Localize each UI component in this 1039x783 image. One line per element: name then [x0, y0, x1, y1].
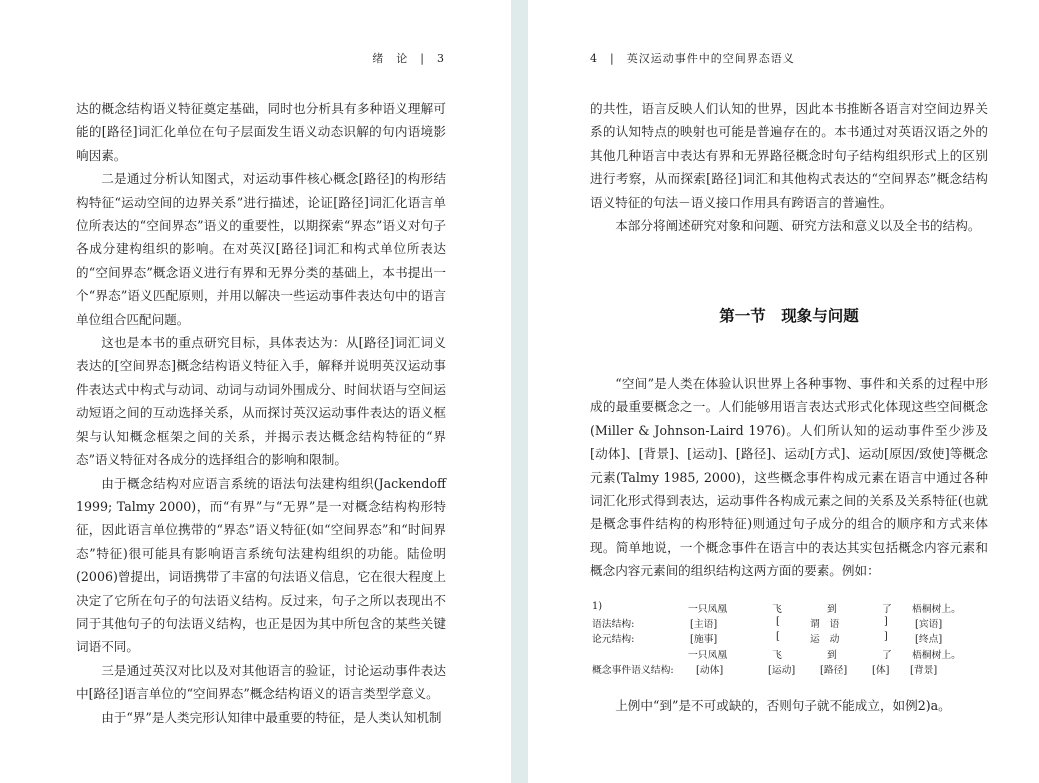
example-cell: [背景]	[910, 664, 938, 676]
example-cell: [路径]	[820, 664, 848, 676]
example-cell: 谓 语	[810, 619, 840, 631]
running-head: 绪 论 | 3	[372, 52, 445, 65]
example-label: 语法结构:	[592, 619, 635, 631]
example-cell: [	[776, 616, 780, 628]
example-cell: [施事]	[690, 634, 718, 646]
section-title: 第一节 现象与问题	[719, 307, 859, 325]
body-text	[590, 97, 988, 237]
example-cell: 飞	[772, 649, 782, 661]
example-row	[590, 601, 994, 616]
example-cell: ]	[884, 631, 888, 643]
paragraph: 三是通过英汉对比以及对其他语言的验证，讨论运动事件表达中[路径]语言单位的“空间界态”概念结构语义的语言类型学意义。	[76, 662, 446, 702]
example-row	[590, 616, 994, 631]
example-cell: 一只凤凰	[688, 649, 728, 661]
example-cell: 了	[882, 649, 892, 661]
example-cell: 到	[827, 649, 837, 661]
example-cell: 梧桐树上。	[912, 604, 961, 615]
example-cell: [宾语]	[915, 619, 943, 631]
paragraph: 的共性，语言反映人们认知的世界，因此本书推断各语言对空间边界关系的认知特点的映射也可能是普遍存在的。本书通过对英语汉语之外的其他几种语言中表达有界和无界路径概念时句子结构组织形式上的区别进行考察，从而探索[路径]词汇和其他构式表达的“空间界态”概念结构语义特征的句法－语义接口作用具有跨语言的普遍性。	[590, 101, 988, 210]
example-block	[590, 601, 994, 677]
example-cell: 飞	[772, 604, 782, 615]
example-cell: [动体]	[696, 664, 724, 676]
example-cell: 运 动	[810, 634, 840, 646]
right-page	[528, 0, 1039, 783]
example-cell: [运动]	[768, 664, 796, 676]
left-page	[0, 0, 511, 783]
example-row	[590, 662, 994, 677]
example-number: 1)	[592, 601, 603, 612]
paragraph: 本部分将阐述研究对象和问题、研究方法和意义以及全书的结构。	[615, 218, 981, 234]
example-cell: [	[776, 631, 780, 643]
paragraph: 这也是本书的重点研究目标，具体表达为：从[路径]词汇词义表达的[空间界态]概念结构语义特征入手，解释并说明英汉运动事件表达式中构式与动词、动词与动词外围成分、时间状语与空间运动短语之间的互动选择关系，从而探讨英汉运动事件表达的语义框架与认知概念框架之间的关系，并揭示表达概念结构特征的“界态”语义特征对各成分的选择组合的影响和限制。	[76, 335, 446, 468]
section-body-text	[590, 372, 988, 583]
example-row	[590, 647, 994, 662]
example-cell: 到	[827, 604, 837, 615]
paragraph: 二是通过分析认知图式，对运动事件核心概念[路径]的构形结构特征“运动空间的边界关系”进行描述，论证[路径]词汇化语言单位所表达的“空间界态”语义的重要性，以期探索“界态”语义对句子各成分建构组织的影响。在对英汉[路径]词汇和构式单位所表达的“空间界态”概念语义进行有界和无界分类的基础上，本书提出一个“界态”语义匹配原则，并用以解决一些运动事件表达句中的语言单位组合匹配问题。	[76, 171, 446, 327]
paragraph: 上例中“到”是不可或缺的，否则句子就不能成立，如例2)a。	[615, 698, 951, 713]
paragraph: 由于概念结构对应语言系统的语法句法建构组织(Jackendoff 1999; Talmy 2000)，而“有界”与“无界”是一对概念结构构形特征，因此语言单位携带的“界态”语义特征(如“空间界态”和“时间界态”特征)很可能具有影响语言系统句法建构组织的功能。陆俭明(2006)曾提出，词语携带了丰富的句法语义信息，它在很大程度上决定了它所在句子的句法语义结构。反过来，句子之所以表现出不同于其他句子的句法语义结构，也正是因为其中所包含的某些关键词语不同。	[76, 475, 446, 655]
running-head: 4 | 英汉运动事件中的空间界态语义	[590, 52, 795, 65]
example-cell: 梧桐树上。	[912, 649, 961, 661]
example-row	[590, 631, 994, 646]
example-cell: [体]	[872, 664, 890, 676]
paragraph: “空间”是人类在体验认识世界上各种事物、事件和关系的过程中形成的最重要概念之一。人们能够用语言表达式形式化体现这些空间概念(Miller & Johnson-Laird 1976)。人们所认知的运动事件至少涉及[动体]、[背景]、[运动]、[路径]、运动[方式]、运动[原因/致使]等概念元素(Talmy 1985, 2000)，这些概念事件构成元素在语言中通过各种词汇化形式得到表达，运动事件各构成元素之间的关系及关系特征(也就是概念事件结构的构形特征)则通过句子成分的组合的顺序和方式来体现。简单地说，一个概念事件在语言中的表达其实包括概念内容元素和概念内容元素间的组织结构这两方面的要素。例如：	[590, 376, 988, 579]
paragraph: 达的概念结构语义特征奠定基础，同时也分析具有多种语义理解可能的[路径]词汇化单位在句子层面发生语义动态识解的句内语境影响因素。	[76, 101, 446, 163]
body-text	[76, 97, 446, 729]
example-label: 概念事件语义结构:	[592, 664, 674, 676]
body-text	[590, 694, 988, 717]
example-label: 论元结构:	[592, 634, 635, 646]
example-cell: 一只凤凰	[688, 604, 728, 615]
example-cell: 了	[882, 604, 892, 615]
example-cell: ]	[884, 616, 888, 628]
paragraph: 由于“界”是人类完形认知律中最重要的特征，是人类认知机制	[101, 709, 442, 725]
example-cell: [主语]	[690, 619, 718, 631]
example-cell: [终点]	[915, 634, 943, 646]
